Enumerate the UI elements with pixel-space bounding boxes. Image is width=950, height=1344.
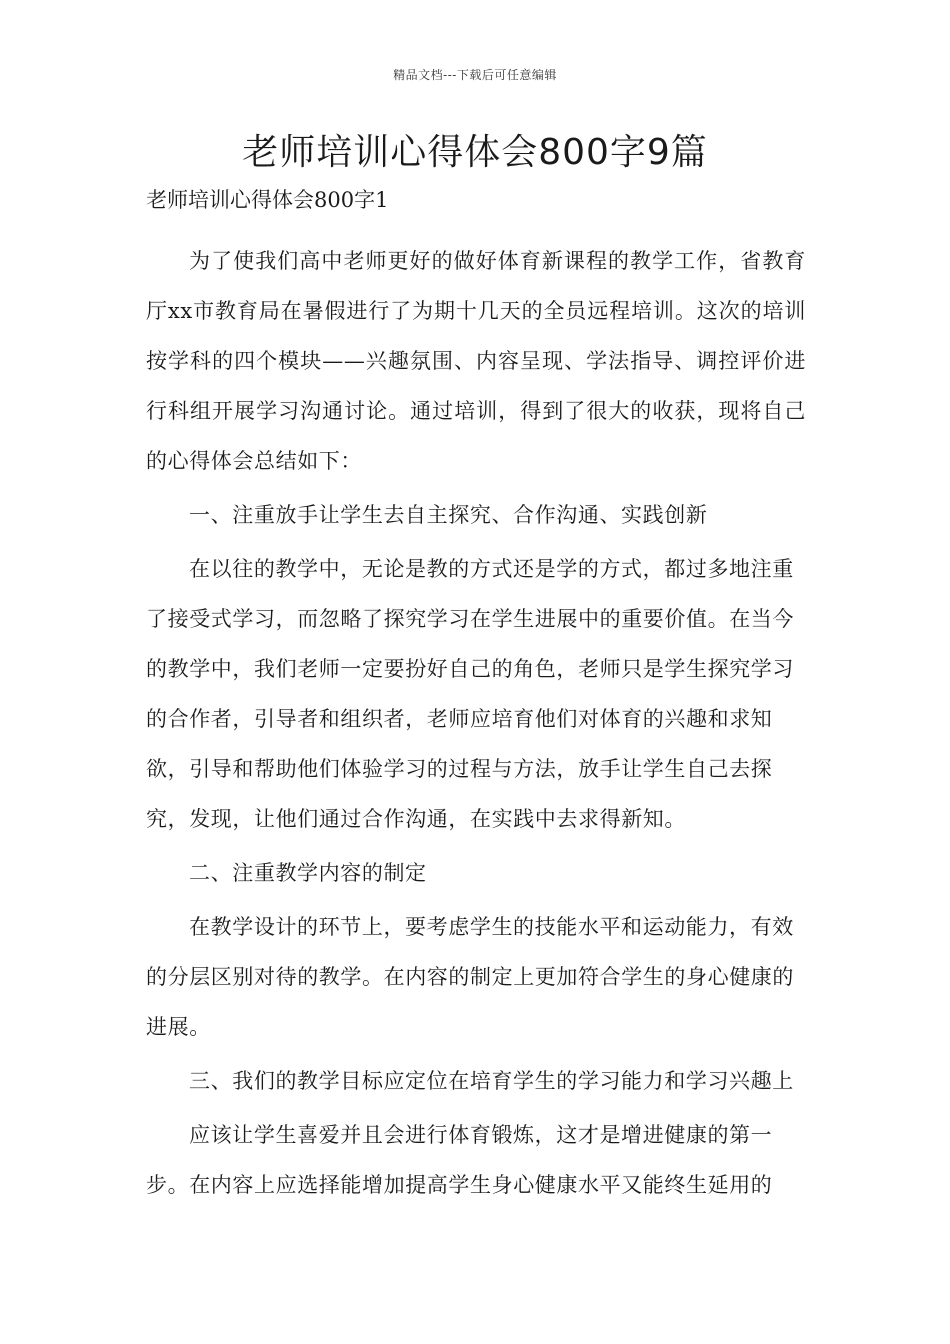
paragraph-section-1: 在以往的教学中，无论是教的方式还是学的方式，都过多地注重了接受式学习，而忽略了探究学习在学生进展中的重要价值。在当今的教学中，我们老师一定要扮好自己的角色，老师只是学生探究学习的合作者，引导者和组织者，老师应培育他们对体育的兴趣和求知欲，引导和帮助他们体验学习的过程与方法，放手让学生自己去探究，发现，让他们通过合作沟通，在实践中去求得新知。: [146, 557, 794, 831]
section-subtitle: 老师培训心得体会800字1: [146, 188, 389, 212]
paragraph-section-2: 在教学设计的环节上，要考虑学生的技能水平和运动能力，有效的分层区别对待的教学。在内容的制定上更加符合学生的身心健康的进展。: [146, 915, 794, 1039]
page-header-note: 精品文档---下载后可任意编辑: [393, 68, 557, 82]
document-body: [146, 182, 806, 1210]
document-title: 老师培训心得体会800字9篇: [242, 132, 708, 173]
paragraph-intro: 为了使我们高中老师更好的做好体育新课程的教学工作，省教育厅xx市教育局在暑假进行了为期十几天的全员远程培训。这次的培训按学科的四个模块——兴趣氛围、内容呈现、学法指导、调控评价进行科组开展学习沟通讨论。通过培训，得到了很大的收获，现将自己的心得体会总结如下：: [146, 249, 806, 473]
section-heading-2: 二、注重教学内容的制定: [189, 861, 427, 885]
paragraph-section-3: 应该让学生喜爱并且会进行体育锻炼，这才是增进健康的第一步。在内容上应选择能增加提高学生身心健康水平又能终生延用的: [146, 1123, 773, 1197]
section-heading-1: 一、注重放手让学生去自主探究、合作沟通、实践创新: [189, 503, 708, 527]
section-heading-3: 三、我们的教学目标应定位在培育学生的学习能力和学习兴趣上: [189, 1069, 794, 1093]
